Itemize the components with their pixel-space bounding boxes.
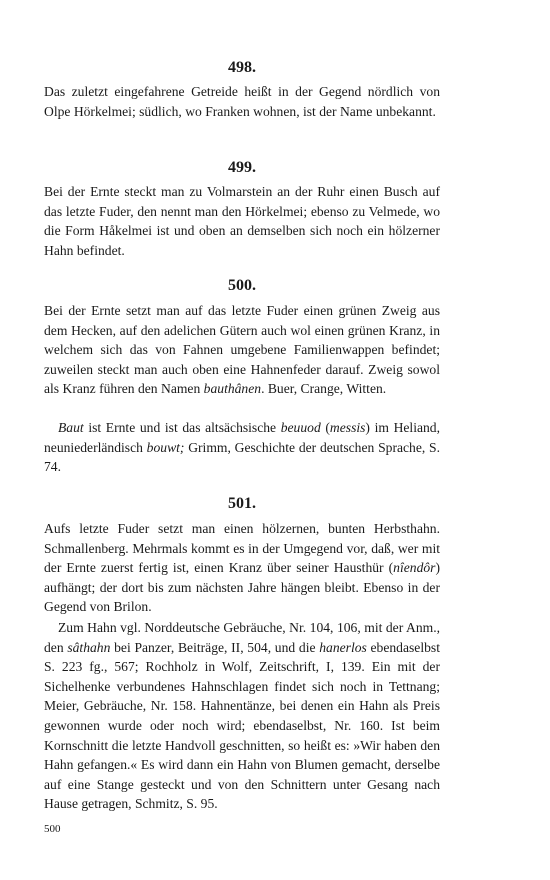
section-499-paragraph-1: Bei der Ernte steckt man zu Volmarstein an der Ruhr einen Busch auf das letzte Fuder, den nennt man den Hörkelmei; ebenso zu Velmede, wo die Form Håkelmei ist und oben an demselben sich noch ein hölzerner Hahn befindet. bbox=[44, 184, 440, 258]
italic-term: bouwt; bbox=[146, 439, 185, 455]
italic-term: hanerlos bbox=[319, 639, 367, 655]
italic-term: Baut bbox=[58, 420, 84, 435]
italic-term: nîendôr bbox=[393, 560, 436, 576]
italic-term: bauthânen bbox=[203, 381, 262, 397]
section-heading-498: 498. bbox=[228, 59, 256, 76]
page-number: 500 bbox=[44, 823, 61, 835]
section-501-paragraph-2: Zum Hahn vgl. Norddeutsche Gebräuche, Nr. 104, 106, mit der Anm., den sâthahn bei Panzer, Beiträge, II, 504, und die hanerlos ebendaselbst S. 223 fg., 567; Rochholz in Wolf, Zeitschrift, I, 139. Ein mit der Sichelhenke verbundenes Hahnschlagen findet sich noch in Tettnang; Meier, Gebräuche, Nr. 158. Hahnentänze, bei denen ein Hahn als Preis gewonnen wurde oder noch wird; ebendaselbst, Nr. 160. Ist beim Kornschnitt die letzte Handvoll geschnitten, so heißt es: »Wir haben den Hahn gefangen.« Es wird dann ein Hahn von Blumen gemacht, derselbe auf eine Stange gesteckt und von den Schnittern unter Gesang nach Hause getragen, Schmitz, S. 95. bbox=[44, 620, 440, 812]
italic-term: messis bbox=[329, 420, 366, 435]
section-heading-501: 501. bbox=[228, 495, 256, 512]
section-498-paragraph-1: Das zuletzt eingefahrene Getreide heißt in der Gegend nördlich von Olpe Hörkelmei; südlich, wo Franken wohnen, ist der Name unbekannt. bbox=[44, 84, 440, 119]
italic-term: sâthahn bbox=[67, 639, 111, 655]
section-heading-500: 500. bbox=[228, 277, 256, 294]
section-500-paragraph-1: Bei der Ernte setzt man auf das letzte Fuder einen grünen Zweig aus dem Hecken, auf den adelichen Gütern auch wol einen grünen Kranz, in welchem sich das von Fahnen umgebene Familienwappen befindet; zuweilen steckt man auch oben eine Hahnenfeder darauf. Zweig sowol als Kranz führen den Namen bauthânen. Buer, Crange, Witten. bbox=[44, 303, 440, 397]
italic-term: beuuod bbox=[280, 420, 321, 435]
section-501-paragraph-1: Aufs letzte Fuder setzt man einen hölzernen, bunten Herbsthahn. Schmallenberg. Mehrmals kommt es in der Umgegend vor, daß, wer mit der Ernte zuerst fertig ist, einen Kranz über seiner Hausthür (nîendôr) aufhängt; der dort bis zum nächsten Jahre hängen bleibt. Ebenso in der Gegend von Brilon. bbox=[44, 521, 440, 615]
section-500-paragraph-2: Baut ist Ernte und ist das altsächsische beuuod (messis) im Heliand, neuniederländisch bouwt; Grimm, Geschichte der deutschen Sprache, S. 74. bbox=[44, 420, 440, 475]
section-heading-499: 499. bbox=[228, 159, 256, 176]
